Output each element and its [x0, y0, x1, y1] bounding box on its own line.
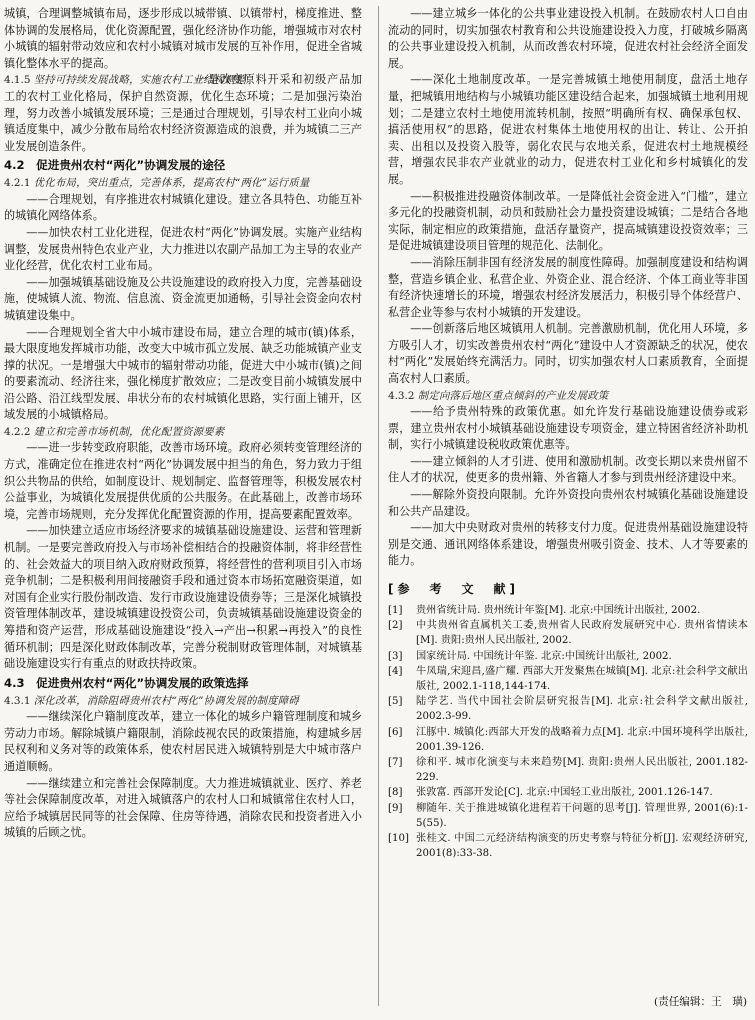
reference-item: [388, 755, 748, 785]
reference-number: [5]: [388, 696, 403, 708]
reference-item: [388, 801, 748, 831]
section-title: 优化布局，突出重点，完善体系，提高农村“两化”运行质量: [33, 177, 310, 190]
paragraph: ——创新落后地区城镇用人机制。完善激励机制，优化用人环境，多方吸引人才，切实改善贵州农村“两化”建设中人才资源缺乏的状况，使农村“两化”发展始终充满活力。同时，切实加强农村人口素质教育，全面提高农村人口素质。: [388, 322, 748, 386]
paragraph: ——继续深化户籍制度改革，建立一体化的城乡户籍管理制度和城乡劳动力市场。解除城镇户籍限制，消除歧视农民的政策措施，构建城乡居民权利和义务对等的政策体系，使农村居民进入城镇特别是大中城市落户通道顺畅。: [4, 710, 362, 773]
reference-number: [7]: [388, 757, 403, 769]
section-heading-4-2: 4.2 促进贵州农村“两化”协调发展的途径: [4, 158, 226, 173]
reference-number: [3]: [388, 650, 403, 662]
paragraph: ——加大中央财政对贵州的转移支付力度。促进贵州基础设施建设特别是交通、通讯网络体系建设，增强贵州吸引资金、技术、人才等要素的能力。: [388, 521, 748, 568]
paragraph: ——给予贵州特殊的政策优惠。如允许发行基础设施建设债券或彩票，建立贵州农村小城镇基础设施建设专项资金，建立特困省经济补助机制，实行小城镇建设税收政策优惠等。: [388, 405, 748, 452]
reference-number: [9]: [388, 802, 403, 814]
reference-item: [388, 831, 748, 861]
paragraph: ——消除压制非国有经济发展的制度性障碍。加强制度建设和结构调整，营造乡镇企业、私营企业、外资企业、混合经济、个体工商业等非国有经济快速增长的环境，增强农村经济发展活力，积极引导个体经营户、私营企业等参与农村小城镇的开发建设。: [388, 255, 748, 319]
reference-number: [2]: [388, 620, 403, 632]
reference-text: 国家统计局. 中国统计年鉴. 北京:中国统计出版社, 2002.: [416, 650, 672, 662]
paragraph: ——加快建立适应市场经济要求的城镇基础设施建设、运营和管理新机制。一是要完善政府投入与市场补偿相结合的投融资体制，将非经营性的、社会效益大的项目纳入政府财政预算，将经营性的营利项目引入市场竞争机制；二是积极利用间接融资手段和通过资本市场拓宽融资渠道，如对国有企业实行股份制改造、发行市政设施建设债券等；三是深化城镇投资管理体制改革，建设城镇建设投资公司，负责城镇基础设施建设资金的筹措和资产运营，形成基础设施建设“投入→产出→积累→再投入”的良性循环机制；四是深化财政体制改革，完善分税制财政管理体制，对城镇基础设施建设实行有重点的财政扶持政策。: [4, 524, 362, 671]
reference-number: [1]: [388, 605, 403, 616]
section-title: 制定向落后地区重点倾斜的产业发展政策: [417, 389, 609, 402]
paragraph: 城镇，合理调整城镇布局，逐步形成以城带镇、以镇带村，梯度推进、整体协调的发展格局，优化资源配置，强化经济协作功能，增强城市对农村小城镇的辐射带动效应和农村小城镇对城市发展的互补作用，促进全省城镇化整体水平的提高。: [4, 7, 362, 70]
section-heading-4-3-2: [388, 388, 748, 404]
section-heading-4-2-1: [4, 175, 362, 191]
reference-item: [388, 694, 748, 724]
reference-item: [388, 785, 748, 800]
reference-item: [388, 649, 748, 664]
reference-item: [388, 618, 748, 648]
left-column: [4, 6, 362, 1006]
section-heading-4-3-1: [4, 693, 362, 709]
reference-text: 江豚中. 城镇化:西部大开发的战略着力点[M]. 北京:中国环境科学出版社, 2001.39-126.: [416, 726, 748, 753]
paragraph: ——进一步转变政府职能，改善市场环境。政府必须转变管理经济的方式，准确定位在推进农村“两化”协调发展中担当的角色，努力致力于组织公共物品的供给，如制度设计、规划制定、监督管理等，积极发展农村公益事业，为城镇化发展提供优质的公共服务。在此基础上，改善市场环境，完善市场规则，充分发挥优化配置资源的作用，提高要素配置效率。: [4, 441, 362, 521]
paragraph: ——加强城镇基础设施及公共设施建设的政府投入力度，完善基础设施，使城镇人流、物流、信息流、资金流更加通畅，引导社会资金向农村城镇建设集中。: [4, 275, 362, 322]
section-number: 4.2.1: [4, 177, 31, 190]
reference-number: [4]: [388, 665, 403, 677]
section-heading-4-2-2: [4, 424, 362, 440]
reference-text: 柳随年. 关于推进城镇化进程若干问题的思考[J]. 管理世界, 2001(6):1-5(55).: [416, 802, 748, 829]
reference-text: 陆学艺. 当代中国社会阶层研究报告[M]. 北京:社会科学文献出版社, 2002.3-99.: [416, 696, 748, 723]
column-divider: [378, 6, 379, 1006]
reference-text: 牛凤瑞,宋迎昌,盛广耀. 西部大开发聚焦在城镇[M]. 北京:社会科学文献出版社, 2002.1-118,144-174.: [416, 665, 748, 693]
section-number: 4.1.5: [4, 74, 31, 87]
paragraph: ——积极推进投融资体制改革。一是降低社会资金进入“门槛”，建立多元化的投融资机制，动员和鼓励社会力量投资建设城镇；二是结合各地实际，制定相应的政策措施，盘活存量资产，提高城镇建设投资效率；三是促进城镇建设项目管理的规范化、法制化。: [388, 189, 748, 253]
section-number: 4.3.2: [388, 389, 415, 402]
section-title: 深化改革，消除阻碍贵州农村“两化”协调发展的制度障碍: [33, 694, 299, 707]
section-heading-4-3: 4.3 促进贵州农村“两化”协调发展的政策选择: [4, 675, 249, 690]
section-number: 4.2.2: [4, 426, 31, 439]
reference-number: [10]: [388, 833, 409, 845]
paragraph: ——建立城乡一体化的公共事业建设投入机制。在鼓励农村人口自由流动的同时，切实加强农村教育和公共设施建设投入力度，打破城乡隔离的公共事业建设投入机制，从而改善农村环境，促进农村社会经济全面发展。: [388, 7, 748, 70]
reference-list: [388, 603, 748, 861]
reference-number: [6]: [388, 726, 403, 738]
reference-item: [388, 603, 748, 618]
section-title: 建立和完善市场机制，优化配置资源要素: [33, 426, 225, 439]
paragraph: ——建立倾斜的人才引进、使用和激励机制。改变长期以来贵州留不住人才的状况，使更多的贵州籍、外省籍人才参与到贵州经济建设中来。: [388, 454, 748, 485]
paragraph: ——继续建立和完善社会保障制度。大力推进城镇就业、医疗、养老等社会保障制度改革，对进入城镇落户的农村人口和城镇常住农村人口，应给予城镇居民同等的社会保障、住房等待遇，消除农民和投资者进入小城镇的后顾之忧。: [4, 776, 362, 840]
reference-item: [388, 664, 748, 694]
paragraph: ——加快农村工业化进程，促进农村“两化”协调发展。实施产业结构调整，发展贵州特色农业产业，大力推进以农副产品加工为主导的农业产业化经营，优化农村工业布局。: [4, 225, 362, 273]
responsible-editor: (责任编辑：王 璜): [653, 996, 747, 1008]
paragraph: 一是改变原料开采和初级产品加工的农村工业化格局，保护自然资源，优化生态环境；二是加强污染治理，努力改善小城镇发展环境；三是通过合理规划，引导农村工业向小城镇适度集中，减少分散布局给农村经济资源造成的浪费，并为城镇二三产业发展创造条件。: [4, 73, 362, 153]
reference-number: [8]: [388, 787, 403, 799]
reference-text: 中共贵州省直属机关工委,贵州省人民政府发展研究中心. 贵州省情读本[M]. 贵阳:贵州人民出版社, 2002.: [416, 620, 748, 647]
section-number: 4.3.1: [4, 694, 31, 707]
paragraph: ——深化土地制度改革。一是完善城镇土地使用制度，盘活土地存量，把城镇用地结构与小城镇功能区建设结合起来，加强城镇土地利用规划；二是建立农村土地使用流转机制，按照“明确所有权、确保承包权、搞活使用权”的思路，促进农村集体土地使用权的出让、转让、公开拍卖、出租以及投资入股等，弱化农民与农地关系，促进农村土地规模经营，增强农民非农产业就业的动力，促进农村工业化和乡村城镇化的发展。: [388, 73, 748, 186]
section-title: 坚持可持续发展战略，实施农村工业结构调整: [33, 74, 246, 87]
right-column: [388, 6, 748, 1006]
reference-text: 贵州省统计局. 贵州统计年鉴[M]. 北京:中国统计出版社, 2002.: [416, 605, 701, 616]
reference-text: 张敦富. 西部开发论[C]. 北京:中国轻工业出版社, 2001.126-147.: [416, 787, 713, 799]
reference-text: 徐和平. 城市化演变与未来趋势[M]. 贵阳:贵州人民出版社, 2001.182-229.: [416, 757, 748, 784]
paragraph: ——合理规划，有序推进农村城镇化建设。建立各具特色、功能互补的城镇化网络体系。: [4, 192, 362, 223]
reference-item: [388, 725, 748, 755]
paragraph: ——解除外资投向限制。允许外资投向贵州农村城镇化基础设施建设和公共产品建设。: [388, 488, 748, 518]
paragraph: ——合理规划全省大中小城市建设布局，建立合理的城市(镇)体系，最大限度地发挥城市功能，改变大中城市孤立发展、缺乏功能城镇产业支撑的状况。一是增强大中城市的辐射带动功能，促进大中小城市(镇)之间的要素流动、经济往来，强化梯度扩散效应；二是改变目前小城镇发展中沿公路、沿江线型发展、串状分布的农村城镇化思路，实行面上铺开，区域发展的小城镇格局。: [4, 325, 362, 422]
reference-text: 张桂文. 中国二元经济结构演变的历史考察与特征分析[J]. 宏观经济研究, 2001(8):33-38.: [416, 833, 748, 860]
references-heading: [参 考 文 献]: [388, 582, 519, 596]
